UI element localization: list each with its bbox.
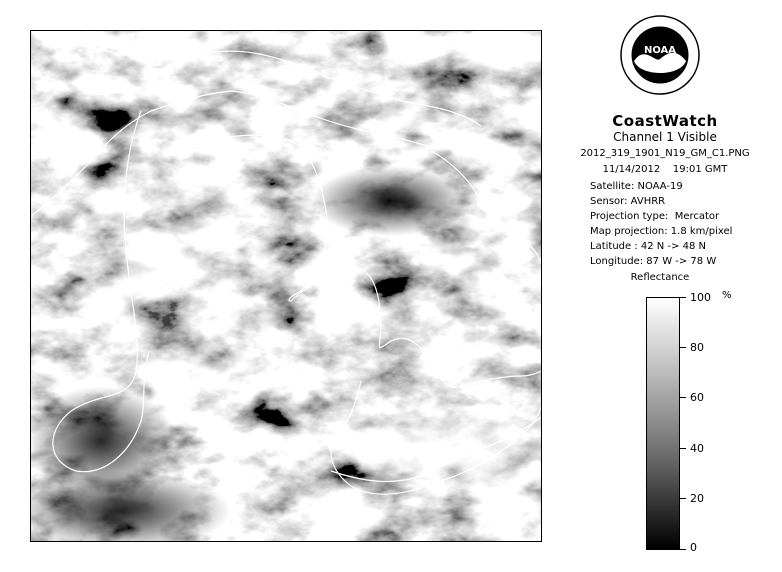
- noaa-logo: [620, 15, 700, 95]
- projection-text: Projection type: Mercator: [590, 211, 720, 222]
- colorbar-tick-label-80: 80: [690, 341, 704, 354]
- map-projection-text: Map projection: 1.8 km/pixel: [590, 226, 733, 237]
- colorbar-tick-label-60: 60: [690, 391, 704, 404]
- colorbar-tick-label-40: 40: [690, 442, 704, 455]
- colorbar-unit: %: [722, 290, 732, 301]
- colorbar-tick-0: [680, 549, 686, 550]
- colorbar-tick-100: [680, 297, 686, 298]
- colorbar-tick-80: [680, 347, 686, 348]
- filename-text: 2012_319_1901_N19_GM_C1.PNG: [580, 148, 750, 159]
- datetime-text: 11/14/2012 19:01 GMT: [602, 164, 728, 175]
- latitude-text: Latitude : 42 N -> 48 N: [590, 241, 706, 252]
- satellite-text: Satellite: NOAA-19: [590, 181, 683, 192]
- colorbar-tick-label-100: 100: [690, 291, 711, 304]
- reflectance-colorbar: [646, 297, 680, 550]
- satellite-map: [30, 30, 542, 542]
- channel-subtitle: Channel 1 Visible: [613, 130, 717, 144]
- longitude-text: Longitude: 87 W -> 78 W: [590, 256, 717, 267]
- colorbar-tick-20: [680, 498, 686, 499]
- noaa-logo-text: NOAA: [643, 45, 677, 56]
- colorbar-tick-60: [680, 397, 686, 398]
- product-title: CoastWatch: [612, 112, 718, 130]
- dark-region-center: [311, 166, 471, 236]
- colorbar-tick-label-20: 20: [690, 492, 704, 505]
- colorbar-tick-label-0: 0: [690, 541, 697, 554]
- bright-cloud-northwest: [71, 151, 251, 391]
- sensor-text: Sensor: AVHRR: [590, 196, 666, 207]
- colorbar-label: Reflectance: [630, 272, 690, 283]
- colorbar-tick-40: [680, 448, 686, 449]
